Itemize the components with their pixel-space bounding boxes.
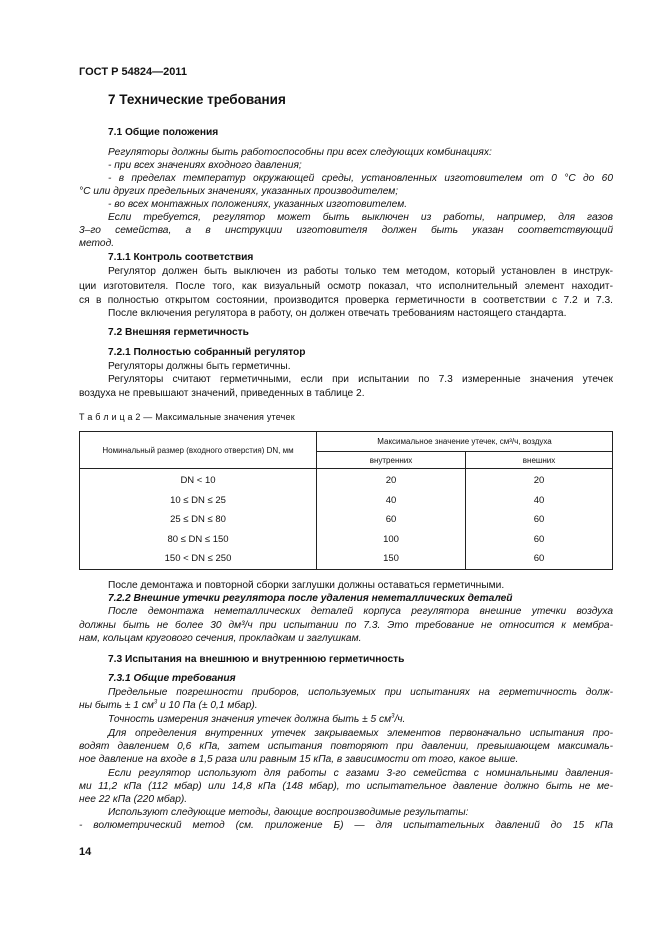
- cell-dn: 80 ≤ DN ≤ 150: [80, 530, 317, 550]
- text-run: ны быть ± 1 см: [79, 700, 154, 711]
- table-row: [80, 510, 613, 530]
- table-caption: Т а б л и ц а 2 — Максимальные значения утечек: [79, 412, 295, 422]
- table-row: [80, 530, 613, 550]
- paragraph-line: водят давлением 0,6 кПа, затем испытания повторяют при давлении, превышающем максималь-: [79, 741, 613, 752]
- text-run: /ч.: [394, 714, 406, 725]
- cell-dn: 150 < DN ≤ 250: [80, 549, 317, 569]
- paragraph-line: Регуляторы должны быть работоспособны при всех следующих комбинациях:: [108, 147, 492, 158]
- subsection-7-1-1-title: 7.1.1 Контроль соответствия: [108, 252, 254, 263]
- cell-outer: 60: [466, 549, 613, 569]
- paragraph-line: ное давление на входе в 1,5 раза или равным 15 кПа, в зависимости от того, какое выше.: [79, 754, 519, 765]
- paragraph-line: Регуляторы считают герметичными, если при испытании по 7.3 измеренные значения утечек: [108, 374, 613, 385]
- cell-inner: 40: [317, 491, 466, 511]
- text-run: и 10 Па (± 0,1 мбар).: [157, 700, 258, 711]
- paragraph-line: [79, 699, 613, 712]
- column-header-max-leak: Максимальное значение утечек, см³/ч, воздуха: [317, 432, 613, 452]
- column-header-outer: внешних: [466, 452, 613, 469]
- paragraph-line: После демонтажа неметаллических деталей корпуса регулятора внешние утечки воздуха: [108, 606, 613, 617]
- paragraph-line: Регуляторы должны быть герметичны.: [108, 361, 291, 372]
- paragraph-line: 3–го семейства, а в инструкции изготовителя должен быть указан соответствующий: [79, 225, 613, 236]
- cell-inner: 60: [317, 510, 466, 530]
- subsection-7-2-title: 7.2 Внешняя герметичность: [108, 327, 249, 338]
- subsection-7-3-1-title: 7.3.1 Общие требования: [108, 673, 236, 684]
- paragraph-line: Регулятор должен быть выключен из работы только тем методом, который установлен в инструк-: [108, 266, 613, 277]
- paragraph-line: ся в полностью открытом состоянии, производится проверка герметичности в соответствии с 7.2 и 7.3.: [79, 295, 613, 306]
- cell-outer: 60: [466, 510, 613, 530]
- subsection-7-1-title: 7.1 Общие положения: [108, 127, 219, 138]
- text-run: Точность измерения значения утечек должна быть ± 5 см: [108, 714, 392, 725]
- section-title: 7 Технические требования: [108, 92, 286, 107]
- cell-inner: 150: [317, 549, 466, 569]
- cell-inner: 20: [317, 469, 466, 491]
- paragraph-line: ции изготовителя. После того, как визуальный осмотр показал, что исполнительный элемент находит-: [79, 281, 613, 292]
- paragraph-line: ми 11,2 кПа (112 мбар) или 14,8 кПа (148 мбар), то испытательное давление должно быть не ме-: [79, 781, 613, 792]
- list-item: - в пределах температур окружающей среды, установленных изготовителем от 0 °С до 60: [108, 173, 613, 184]
- table-row: [80, 491, 613, 511]
- list-item: - волюметрический метод (см. приложение Б) — для испытательных давлений до 15 кПа: [79, 820, 613, 831]
- paragraph-line: Используют следующие методы, дающие воспроизводимые результаты:: [108, 807, 469, 818]
- cell-dn: 25 ≤ DN ≤ 80: [80, 510, 317, 530]
- paragraph-line: Для определения внутренних утечек закрываемых элементов первоначально испытания про-: [108, 728, 613, 739]
- document-header: ГОСТ Р 54824—2011: [79, 66, 187, 78]
- list-item: - во всех монтажных положениях, указанных изготовителем.: [108, 199, 408, 210]
- paragraph-line: нее 22 кПа (220 мбар).: [79, 794, 188, 805]
- cell-outer: 40: [466, 491, 613, 511]
- table-row: [80, 469, 613, 491]
- leak-limits-table: [79, 431, 613, 570]
- paragraph-line: Предельные погрешности приборов, используемых при испытаниях на герметичность долж-: [108, 687, 613, 698]
- paragraph-line: Если требуется, регулятор может быть выключен из работы, например, для газов: [108, 212, 613, 223]
- page-number: 14: [79, 846, 92, 858]
- paragraph-line: метод.: [79, 238, 115, 249]
- column-header-inner: внутренних: [317, 452, 466, 469]
- cell-outer: 60: [466, 530, 613, 550]
- column-header-dn: Номинальный размер (входного отверстия) DN, мм: [80, 432, 317, 469]
- cell-outer: 20: [466, 469, 613, 491]
- superscript: 3: [391, 713, 395, 720]
- cell-dn: 10 ≤ DN ≤ 25: [80, 491, 317, 511]
- paragraph-line: нам, кольцам кругового сечения, прокладкам и заглушкам.: [79, 633, 362, 644]
- cell-dn: DN < 10: [80, 469, 317, 491]
- paragraph-line: должны быть не более 30 дм³/ч при испытании по 7.3. Это требование не относится к мембра-: [79, 620, 613, 631]
- paragraph-line: После включения регулятора в работу, он должен отвечать требованиям настоящего стандарта.: [108, 308, 567, 319]
- list-item: - при всех значениях входного давления;: [108, 160, 302, 171]
- superscript: 3: [153, 699, 158, 706]
- cell-inner: 100: [317, 530, 466, 550]
- paragraph-line: Если регулятор используют для работы с газами 3-го семейства с номинальными давления-: [108, 768, 613, 779]
- subsection-7-2-2-title: 7.2.2 Внешние утечки регулятора после удаления неметаллических деталей: [108, 593, 513, 604]
- table-row: [80, 549, 613, 569]
- paragraph-line: После демонтажа и повторной сборки заглушки должны оставаться герметичными.: [108, 580, 505, 591]
- paragraph-line: воздуха не превышают значений, приведенных в таблице 2.: [79, 388, 365, 399]
- subsection-7-3-title: 7.3 Испытания на внешнюю и внутреннюю герметичность: [108, 654, 405, 665]
- subsection-7-2-1-title: 7.2.1 Полностью собранный регулятор: [108, 347, 306, 358]
- paragraph-line: °С или других предельных значениях, указанных производителем;: [79, 186, 399, 197]
- paragraph-line: [108, 713, 613, 726]
